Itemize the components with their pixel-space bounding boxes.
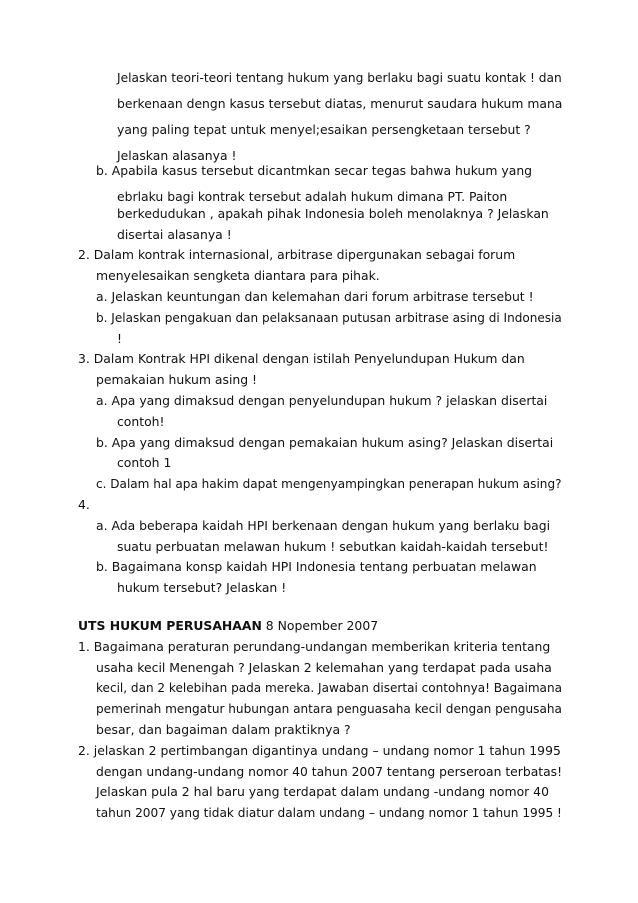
text-line: 1. Bagaimana peraturan perundang-undangan memberikan kriteria tentang [78,639,551,654]
text-line: b. Apa yang dimaksud dengan pemakaian hukum asing? Jelaskan disertai [96,435,554,450]
text-line: a. Ada beberapa kaidah HPI berkenaan dengan hukum yang berlaku bagi [96,518,551,533]
text-line: disertai alasanya ! [117,227,232,242]
heading-title: UTS HUKUM PERUSAHAAN [78,618,262,633]
text-line: tahun 2007 yang tidak diatur dalam undang – undang nomor 1 tahun 1995 ! [96,806,562,820]
text-line: contoh! [117,414,165,429]
text-line: suatu perbuatan melawan hukum ! sebutkan kaidah-kaidah tersebut! [117,539,549,554]
text-line: berkedudukan , apakah pihak Indonesia boleh menolaknya ? Jelaskan [117,206,549,221]
heading-date: 8 Nopember 2007 [261,618,379,633]
text-line: besar, dan bagaiman dalam praktiknya ? [96,722,351,737]
text-line: b. Bagaimana konsp kaidah HPI Indonesia tentang perbuatan melawan [96,559,537,574]
text-line: Jelaskan alasanya ! [117,148,237,163]
text-line: Jelaskan teori-teori tentang hukum yang berlaku bagi suatu kontak ! dan [117,71,562,85]
text-line: b. Apabila kasus tersebut dicantmkan secar tegas bahwa hukum yang [96,163,533,178]
text-line: Jelaskan pula 2 hal baru yang terdapat dalam undang -undang nomor 40 [96,784,549,799]
text-line: a. Apa yang dimaksud dengan penyelundupan hukum ? jelaskan disertai [96,393,548,408]
text-line: 3. Dalam Kontrak HPI dikenal dengan istilah Penyelundupan Hukum dan [78,351,525,366]
text-line: yang paling tepat untuk menyel;esaikan persengketaan tersebut ? [117,122,531,137]
text-line: pemakaian hukum asing ! [96,372,258,387]
text-line: 2. jelaskan 2 pertimbangan digantinya undang – undang nomor 1 tahun 1995 [78,743,561,758]
text-line: menyelesaikan sengketa diantara para pihak. [96,268,380,283]
text-line: kecil, dan 2 kelebihan pada mereka. Jawaban disertai contohnya! Bagaimana [96,681,562,695]
text-line: contoh 1 [117,455,172,470]
text-line: berkenaan dengn kasus tersebut diatas, menurut saudara hukum mana [117,97,563,111]
text-line: ebrlaku bagi kontrak tersebut adalah hukum dimana PT. Paiton [117,189,508,204]
text-line: dengan undang-undang nomor 40 tahun 2007 tentang perseroan terbatas! [96,765,563,779]
text-line: 2. Dalam kontrak internasional, arbitrase dipergunakan sebagai forum [78,247,516,262]
text-line: ! [117,331,122,346]
text-line: usaha kecil Menengah ? Jelaskan 2 kelemahan yang terdapat pada usaha [96,660,552,675]
text-line: hukum tersebut? Jelaskan ! [117,580,287,595]
section-heading [78,618,378,634]
text-line: 4. [78,497,90,512]
text-line: pemerinah mengatur hubungan antara penguasaha kecil dengan pengusaha [96,702,562,716]
text-line: a. Jelaskan keuntungan dan kelemahan dari forum arbitrase tersebut ! [96,289,534,304]
text-line: b. Jelaskan pengakuan dan pelaksanaan putusan arbitrase asing di Indonesia [96,311,562,325]
text-line: c. Dalam hal apa hakim dapat mengenyampingkan penerapan hukum asing? [96,477,562,491]
